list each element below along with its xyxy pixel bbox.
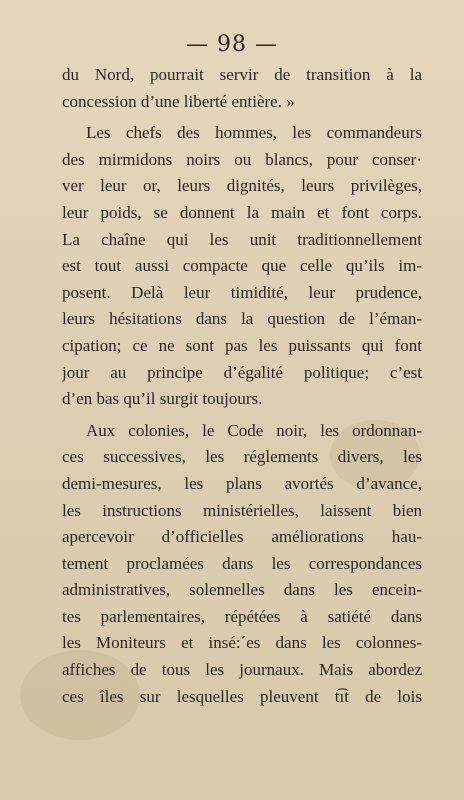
text-line: des mirmidons noirs ou blancs, pour conser· <box>62 149 422 169</box>
text-line: d’en bas qu’il surgit toujours. <box>62 389 263 409</box>
text-line: apercevoir d’officielles améliorations hau- <box>62 527 422 547</box>
text-line: leur poids, se donnent la main et font corps. <box>62 202 422 222</box>
text-line: Aux colonies, le Code noir, les ordonnan- <box>86 420 422 440</box>
text-line: demi-mesures, les plans avortés d’avance, <box>62 473 422 493</box>
text-line: leurs hésitations dans la question de l’éman- <box>62 309 422 329</box>
text-line: concession d’une liberté entière. » <box>62 91 295 111</box>
text-line: est tout aussi compacte que celle qu’ils im- <box>62 256 422 276</box>
text-line: Les chefs des hommes, les commandeurs <box>86 123 422 143</box>
text-line: affiches de tous les journaux. Mais abordez <box>62 660 422 680</box>
text-line: du Nord, pourrait servir de transition à la <box>62 65 422 84</box>
text-line: les instructions ministérielles, laissent bien <box>62 500 422 520</box>
text-line: La chaîne qui les unit traditionnellement <box>62 229 422 249</box>
page-body-text <box>62 62 422 710</box>
text-line: tes parlementaires, répétées à satiété dans <box>62 606 422 626</box>
text-line: ces successives, les réglements divers, les <box>62 447 422 467</box>
text-line: cipation; ce ne sont pas les puissants qui font <box>62 335 422 355</box>
text-line: posent. Delà leur timidité, leur prudence, <box>62 282 422 302</box>
text-line: ver leur or, leurs dignités, leurs privilèges, <box>62 176 422 196</box>
text-line: jour au principe d’égalité politique; c’est <box>62 362 422 382</box>
page-number: — 98 — <box>186 32 278 57</box>
text-line: les Moniteurs et insé:´es dans les colonnes- <box>62 633 422 653</box>
text-line: administratives, solennelles dans les encein- <box>62 580 422 600</box>
text-line: ces îles sur lesquelles pleuvent t͡ıt de lois <box>62 686 422 706</box>
text-line: tement proclamées dans les correspondances <box>62 553 422 573</box>
